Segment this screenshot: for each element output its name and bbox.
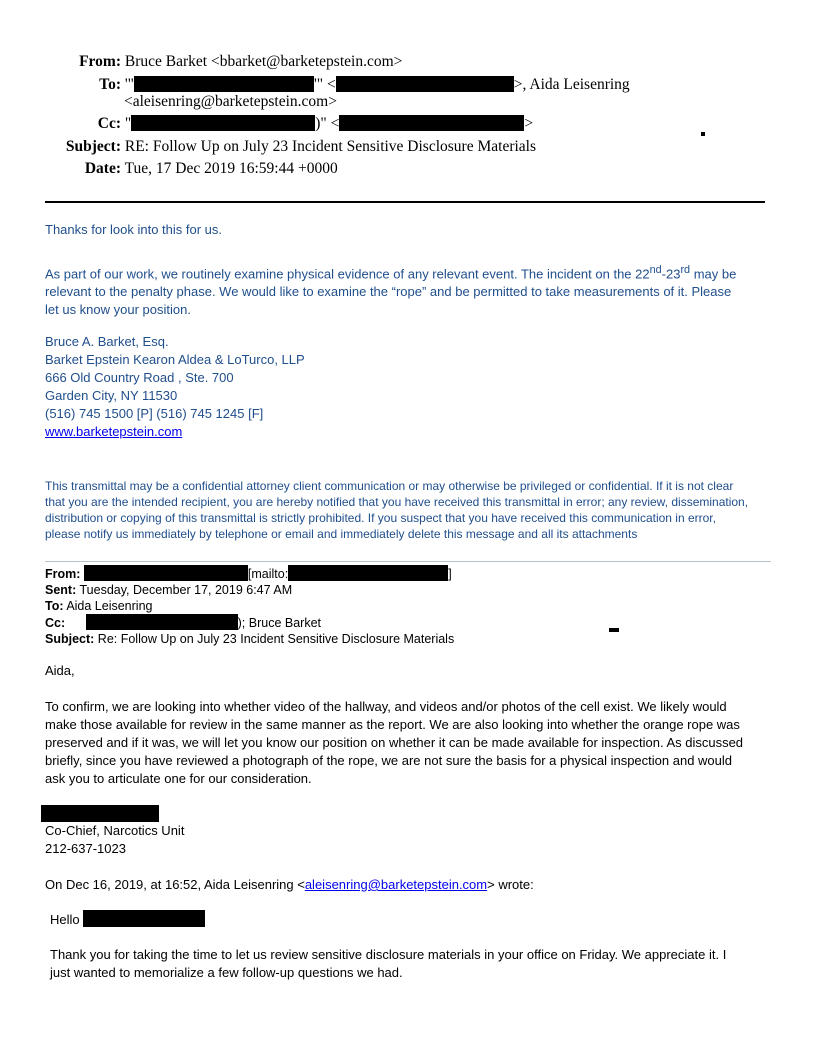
to-label: To:: [99, 76, 121, 93]
quoted-hello: [50, 910, 205, 929]
orig-header: [45, 565, 454, 647]
sent-value: Tuesday, December 17, 2019 6:47 AM: [79, 583, 293, 597]
speck: [609, 628, 619, 632]
redaction: [288, 565, 448, 581]
to-label: To:: [45, 599, 64, 613]
reply-signature: [45, 333, 305, 441]
text: distribution or copying of this transmittal is strictly prohibited. If you suspect that you have received this communication in error,: [45, 511, 716, 525]
sig-firm: Barket Epstein Kearon Aldea & LoTurco, LLP: [45, 352, 305, 367]
to-mid: '" <: [314, 76, 336, 93]
orig-divider: [45, 561, 771, 562]
header-divider: [45, 201, 765, 203]
email-link[interactable]: aleisenring@barketepstein.com: [304, 877, 488, 892]
text: Thank you for taking the time to let us review sensitive disclosure materials in your office on Friday. We appreciate it. I: [50, 947, 727, 962]
text: ask you to articulate one for our consideration.: [45, 771, 312, 786]
sent-label: Sent:: [45, 583, 77, 597]
quote-intro: [45, 876, 534, 894]
redaction: [339, 115, 524, 131]
date-value: Tue, 17 Dec 2019 16:59:44 +0000: [124, 160, 338, 177]
disclaimer: [45, 478, 748, 542]
reply-paragraph: [45, 261, 736, 319]
cc-label: Cc:: [97, 115, 121, 132]
text: briefly, since you have reviewed a photograph of the rope, we are not sure the basis for a physical inspection and would: [45, 753, 733, 768]
redaction: [86, 614, 238, 630]
text: please notify us immediately by telephone or email and immediately delete this message and all its attachments: [45, 527, 638, 541]
sig-title: Co-Chief, Narcotics Unit: [45, 823, 185, 838]
from-label: From:: [45, 567, 81, 581]
header-cc: [0, 115, 533, 133]
quoted-body: [50, 946, 726, 982]
text: preserved and if it was, we will let you know our position on whether it can be made available for inspection. As discussed: [45, 735, 744, 750]
date-label: Date:: [84, 160, 121, 177]
header-subject: [0, 138, 536, 156]
redaction: [134, 76, 314, 92]
subject-value: RE: Follow Up on July 23 Incident Sensitive Disclosure Materials: [124, 138, 537, 155]
sig-city: Garden City, NY 11530: [45, 388, 178, 403]
text: let us know your position.: [45, 302, 191, 318]
subject-label: Subject:: [65, 138, 121, 155]
header-to-line2: <aleisenring@barketepstein.com>: [124, 93, 337, 110]
header-from: [0, 53, 402, 71]
redaction: [131, 115, 315, 131]
header-to: [0, 76, 630, 94]
header-date: [0, 160, 338, 178]
mailto-end: ]: [448, 567, 452, 581]
text: relevant to the penalty phase. We would like to examine the “rope” and be permitted to take measurements of it. Please: [45, 284, 732, 300]
sig-name: Bruce A. Barket, Esq.: [45, 334, 169, 349]
text: To confirm, we are looking into whether video of the hallway, and videos and/or photos of the cell exist. We likely would: [45, 699, 727, 714]
sup: nd: [649, 264, 662, 276]
cc-quote: ": [124, 115, 132, 132]
subject-label: Subject:: [45, 632, 95, 646]
text: This transmittal may be a confidential attorney client communication or may otherwise be privileged or confidential. If it is not clear: [45, 479, 734, 493]
sup: rd: [680, 264, 691, 276]
text: that you are the intended recipient, you are hereby notified that you have received this transmittal in error; any review, dissemination,: [45, 495, 749, 509]
redaction: [84, 565, 248, 581]
text: > wrote:: [487, 877, 534, 892]
to-value: Aida Leisenring: [66, 599, 153, 613]
to-value: >, Aida Leisenring: [513, 76, 630, 93]
from-label: From:: [79, 53, 121, 70]
from-value: Bruce Barket <bbarket@barketepstein.com>: [124, 53, 403, 70]
sig-address: 666 Old Country Road , Ste. 700: [45, 370, 234, 385]
text: -23: [661, 266, 681, 282]
text: Hello: [50, 912, 84, 927]
orig-body: [45, 698, 743, 788]
text: On Dec 16, 2019, at 16:52, Aida Leisenring <: [45, 877, 305, 892]
to-quote: '": [124, 76, 134, 93]
text: make those available for review in the same manner as the report. We are also looking into whether the orange rope was: [45, 717, 740, 732]
mailto: [mailto:: [247, 567, 289, 581]
text: As part of our work, we routinely examine physical evidence of any relevant event. The incident on the 22: [45, 266, 650, 282]
redaction: [336, 76, 514, 92]
reply-line1: Thanks for look into this for us.: [45, 222, 223, 237]
speck: [701, 132, 705, 136]
greeting: Aida,: [45, 663, 75, 678]
website-link[interactable]: www.barketepstein.com: [45, 424, 183, 439]
cc-label: Cc:: [45, 616, 66, 630]
subject-value: Re: Follow Up on July 23 Incident Sensitive Disclosure Materials: [97, 632, 455, 646]
redaction: [83, 910, 205, 927]
sig-phone: (516) 745 1500 [P] (516) 745 1245 [F]: [45, 406, 264, 421]
cc-end: >: [524, 115, 534, 132]
text: just wanted to memorialize a few follow-up questions we had.: [50, 965, 403, 980]
cc-mid: )" <: [315, 115, 340, 132]
orig-signature: [45, 822, 184, 858]
redaction: [41, 805, 159, 822]
text: may be: [690, 266, 737, 282]
cc-value: ); Bruce Barket: [237, 616, 322, 630]
sig-phone: 212-637-1023: [45, 841, 126, 856]
